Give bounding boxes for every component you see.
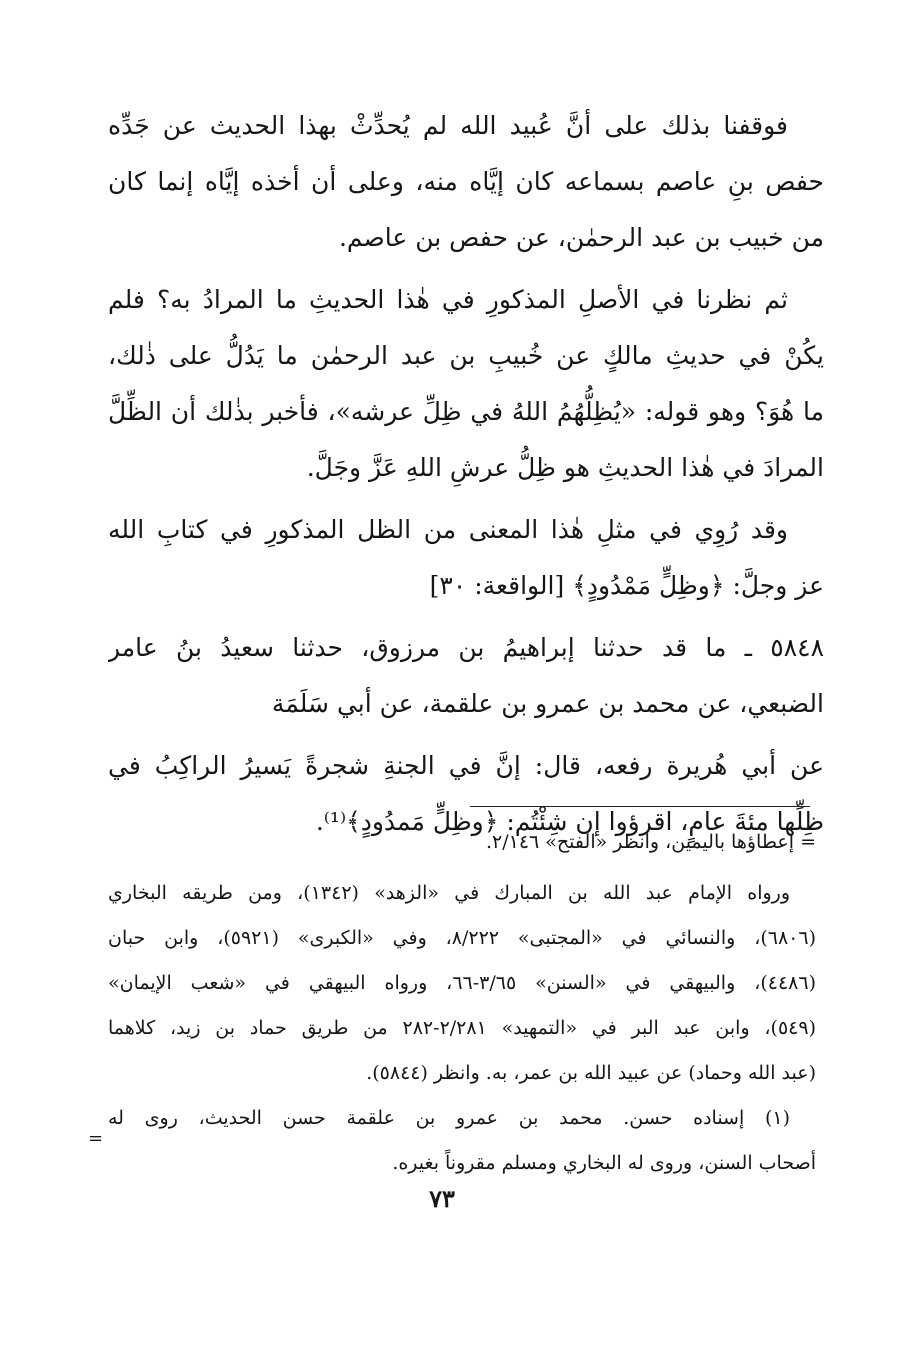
page-number: ٧٣ — [429, 1184, 455, 1213]
footnote-line: (١) إسناده حسن. محمد بن عمرو بن علقمة حسن الحديث، روى له — [108, 1107, 790, 1129]
footnote-line: (عبد الله وحماد) عن عبيد الله بن عمر، به. وانظر (٥٨٤٤). — [366, 1062, 816, 1084]
main-text — [108, 98, 824, 856]
continuation-mark: = — [88, 1128, 104, 1149]
text-line: وقد رُوِي في مثلِ هٰذا المعنى من الظل المذكورِ في كتابِ الله — [108, 515, 788, 544]
text-line: ثم نظرنا في الأصلِ المذكورِ في هٰذا الحديثِ ما المرادُ به؟ فلم — [108, 285, 788, 314]
paragraph — [108, 272, 824, 496]
text-line: المرادَ في هٰذا الحديثِ هو ظِلُّ عرشِ اللهِ عَزَّ وجَلَّ. — [306, 453, 824, 482]
footnote-divider — [470, 806, 810, 807]
footnote-line: ورواه الإمام عبد الله بن المبارك في «الزهد» (١٣٤٢)، ومن طريقه البخاري — [108, 882, 790, 904]
paragraph — [108, 98, 824, 266]
footnote-line: (٥٤٩)، وابن عبد البر في «التمهيد» ٢/٢٨١-٢٨٢ من طريق حماد بن زيد، كلاهما — [108, 1017, 816, 1039]
text-line: ما هُوَ؟ وهو قوله: «يُظِلُّهُمُ اللهُ في ظِلِّ عرشه»، فأخبر بذٰلك أن الظِّلَّ — [108, 397, 824, 426]
footnotes — [108, 820, 816, 1186]
text-line: ٥٨٤٨ ـ ما قد حدثنا إبراهيمُ بن مرزوق، حدثنا سعيدُ بنُ عامر — [108, 633, 824, 662]
text-line: عز وجلَّ: ﴿وظِلٍّ مَمْدُودٍ﴾ [الواقعة: ٣٠] — [429, 571, 824, 600]
text-line: الضبعي، عن محمد بن عمرو بن علقمة، عن أبي سَلَمَة — [271, 689, 824, 718]
text-line: ظِلِّها مئةَ عامٍ، اقرؤوا إن شِئْتُم: ﴿وظِلٍّ مَمدُودٍ﴾⁽¹⁾. — [315, 807, 824, 836]
footnote-line: أصحاب السنن، وروى له البخاري ومسلم مقروناً بغيره. — [392, 1152, 816, 1174]
footnote-line: = إعطاؤها باليمين، وانظر «الفتح» ٢/١٤٦. — [485, 831, 816, 853]
text-line: حفص بنِ عاصم بسماعه كان إيَّاه منه، وعلى أن أخذه إيَّاه إنما كان — [108, 167, 824, 196]
paragraph — [108, 620, 824, 732]
paragraph — [108, 502, 824, 614]
text-line: يكُنْ في حديثِ مالكٍ عن خُبيبِ بن عبد الرحمٰن ما يَدُلُّ على ذٰلك، — [108, 341, 824, 370]
footnote-line: (٤٤٨٦)، والبيهقي في «السنن» ٣/٦٥-٦٦، ورواه البيهقي في «شعب الإيمان» — [108, 972, 816, 994]
text-line: فوقفنا بذلك على أنَّ عُبيد الله لم يُحدِّثْ بهذا الحديث عن جَدِّه — [108, 111, 788, 140]
text-line: من خبيب بن عبد الرحمٰن، عن حفص بن عاصم. — [338, 223, 824, 252]
text-line: عن أبي هُريرة رفعه، قال: إنَّ في الجنةِ شجرةً يَسيرُ الراكِبُ في — [108, 751, 824, 780]
footnote-line: (٦٨٠٦)، والنسائي في «المجتبى» ٨/٢٢٢، وفي «الكبرى» (٥٩٢١)، وابن حبان — [108, 927, 816, 949]
